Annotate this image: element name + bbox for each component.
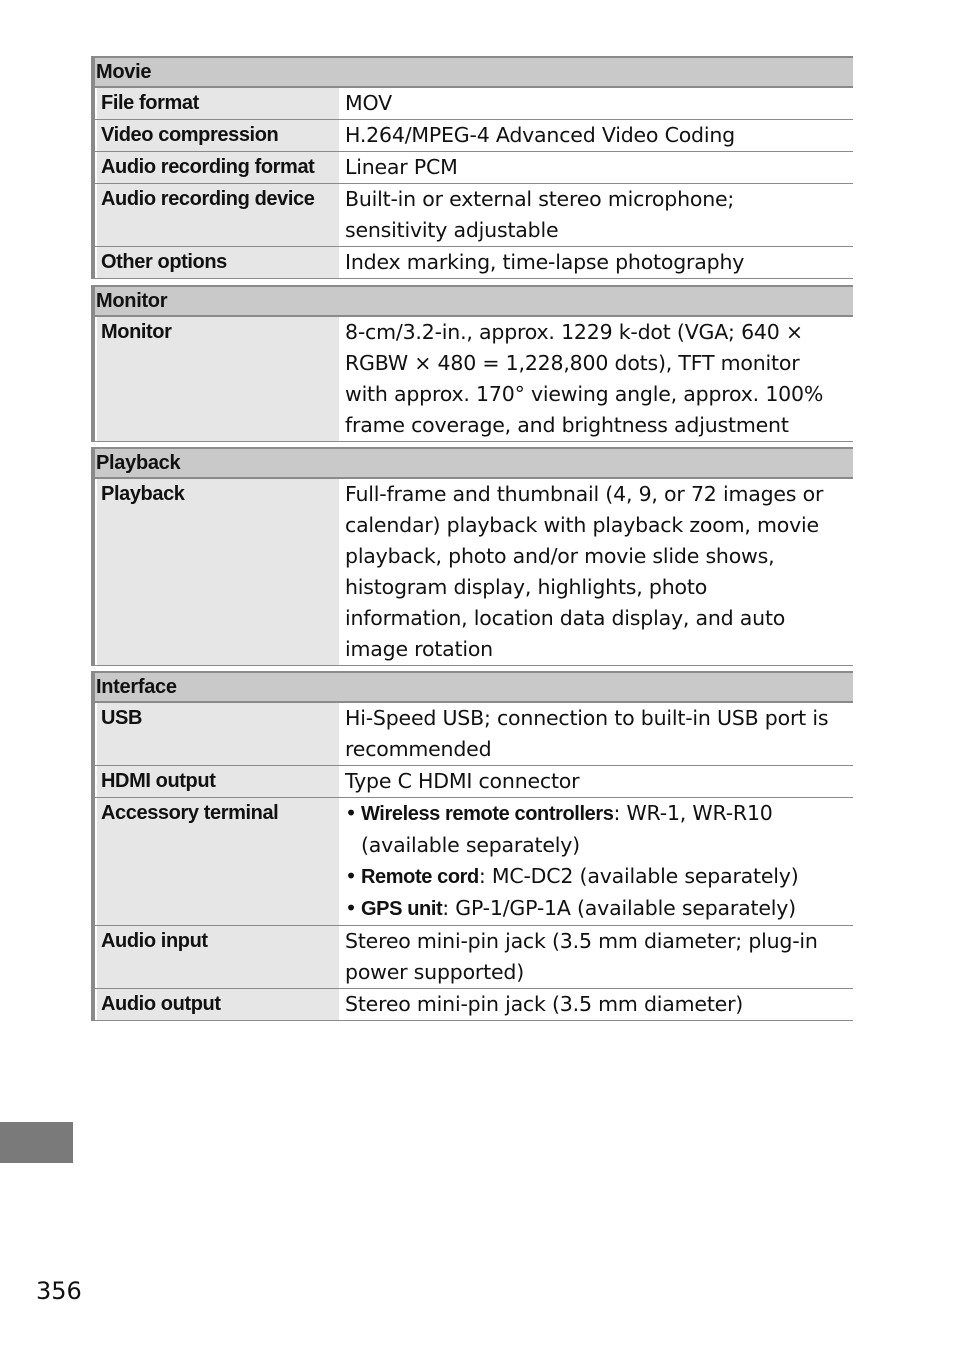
spec-label: Video compression (95, 120, 339, 151)
spec-value-line: H.264/MPEG-4 Advanced Video Coding (345, 123, 735, 147)
spec-value-line: power supported) (345, 960, 525, 984)
bullet-term: Remote cord (361, 866, 479, 888)
bullet-text: : WR-1, WR-R10 (613, 801, 773, 825)
bullet-item (345, 861, 849, 893)
spec-value (339, 766, 853, 797)
bullet-dot: • (345, 801, 357, 825)
spec-label: HDMI output (95, 766, 339, 797)
section-title: Playback (95, 447, 853, 479)
spec-value (339, 120, 853, 151)
section-monitor (91, 285, 853, 442)
spec-label: Accessory terminal (95, 798, 339, 925)
bullet-text: : MC-DC2 (available separately) (478, 864, 799, 888)
spec-row-audio-input (95, 926, 853, 989)
bullet-term: GPS unit (361, 898, 443, 920)
spec-label: Audio input (95, 926, 339, 988)
spec-value-line: frame coverage, and brightness adjustment (345, 413, 789, 437)
bullet-item (345, 798, 849, 861)
bullet-line (361, 798, 849, 830)
spec-label: File format (95, 88, 339, 119)
spec-value-line: information, location data display, and auto (345, 606, 786, 630)
spec-label: Audio recording device (95, 184, 339, 246)
spec-value-line: playback, photo and/or movie slide shows, (345, 544, 775, 568)
section-title: Movie (95, 56, 853, 88)
spec-value-line: with approx. 170° viewing angle, approx. 100% (345, 382, 824, 406)
spec-value (339, 317, 853, 441)
bullet-term: Wireless remote controllers (361, 803, 614, 825)
spec-value-line: Stereo mini-pin jack (3.5 mm diameter; plug-in (345, 929, 818, 953)
spec-value (339, 247, 853, 278)
spec-value-line: recommended (345, 737, 492, 761)
spec-label: Playback (95, 479, 339, 665)
spec-value-line: Stereo mini-pin jack (3.5 mm diameter) (345, 992, 744, 1016)
spec-label: Audio recording format (95, 152, 339, 183)
spec-label: Monitor (95, 317, 339, 441)
spec-value (339, 798, 853, 925)
section-title: Interface (95, 671, 853, 703)
spec-label: Other options (95, 247, 339, 278)
bullet-line (361, 893, 849, 925)
spec-value (339, 926, 853, 988)
spec-value-line: Type C HDMI connector (345, 769, 580, 793)
spec-value (339, 152, 853, 183)
spec-value-line: histogram display, highlights, photo (345, 575, 708, 599)
spec-row-monitor (95, 317, 853, 442)
bullet-item (345, 893, 849, 925)
spec-value-line: RGBW × 480 = 1,228,800 dots), TFT monitor (345, 351, 800, 375)
spec-value (339, 479, 853, 665)
spec-value-line: sensitivity adjustable (345, 218, 559, 242)
page-number: 356 (36, 1277, 82, 1305)
bullet-text: : GP-1/GP-1A (available separately) (442, 896, 796, 920)
spec-value-line: Hi-Speed USB; connection to built-in USB port is (345, 706, 829, 730)
bullet-continuation: (available separately) (361, 833, 580, 857)
spec-row-audio-recording-format (95, 152, 853, 184)
spec-value-line: Index marking, time-lapse photography (345, 250, 745, 274)
spec-row-usb (95, 703, 853, 766)
spec-value-line: MOV (345, 91, 392, 115)
spec-label: USB (95, 703, 339, 765)
spec-row-file-format (95, 88, 853, 120)
chapter-tab-marker (0, 1122, 73, 1163)
spec-value (339, 184, 853, 246)
spec-value (339, 703, 853, 765)
spec-row-audio-recording-device (95, 184, 853, 247)
spec-value (339, 989, 853, 1020)
section-playback (91, 447, 853, 666)
spec-value-line: Built-in or external stereo microphone; (345, 187, 735, 211)
spec-row-playback (95, 479, 853, 666)
spec-value-line: Linear PCM (345, 155, 458, 179)
spec-row-other-options (95, 247, 853, 279)
spec-row-hdmi-output (95, 766, 853, 798)
bullet-line (361, 861, 849, 893)
spec-value-line: image rotation (345, 637, 493, 661)
section-movie (91, 56, 853, 279)
spec-value-line: 8-cm/3.2-in., approx. 1229 k-dot (VGA; 640 × (345, 320, 803, 344)
section-title: Monitor (95, 285, 853, 317)
section-interface (91, 671, 853, 1021)
spec-value (339, 88, 853, 119)
spec-row-video-compression (95, 120, 853, 152)
spec-value-line: Full-frame and thumbnail (4, 9, or 72 images or (345, 482, 824, 506)
spec-row-accessory-terminal (95, 798, 853, 926)
bullet-dot: • (345, 896, 357, 920)
spec-row-audio-output (95, 989, 853, 1021)
spec-value-line: calendar) playback with playback zoom, movie (345, 513, 819, 537)
spec-label: Audio output (95, 989, 339, 1020)
bullet-dot: • (345, 864, 357, 888)
